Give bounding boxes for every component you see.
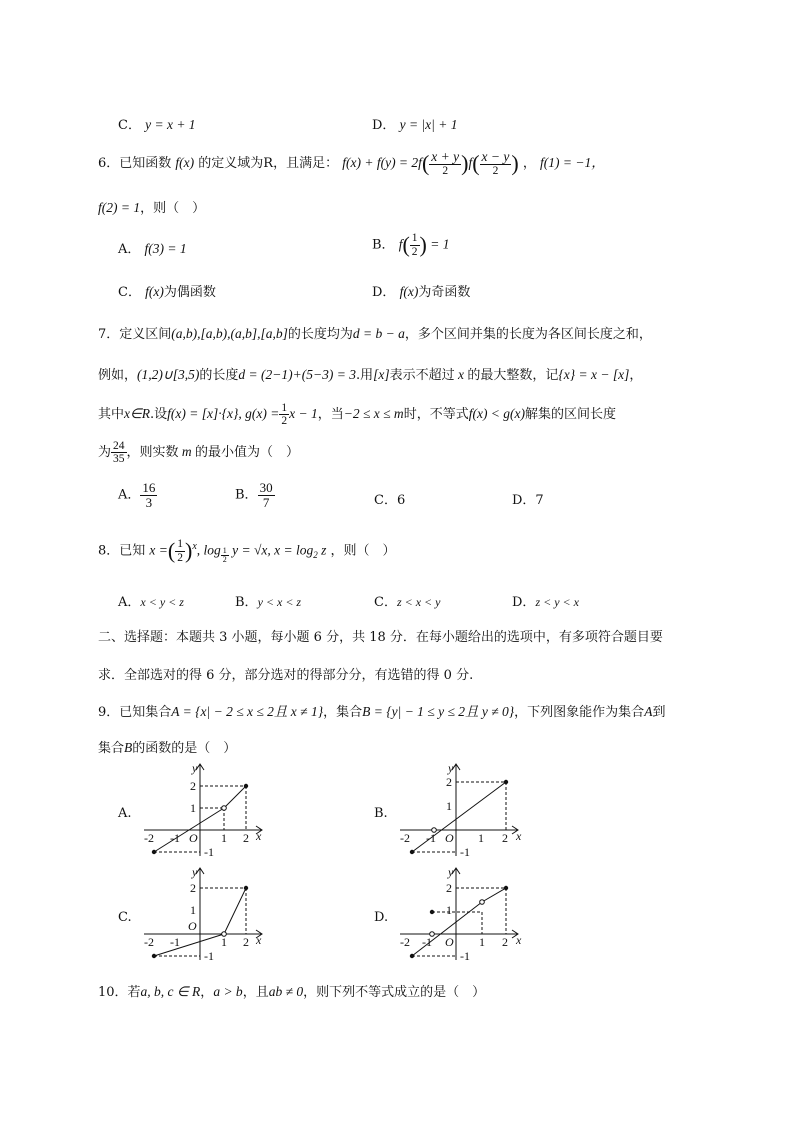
q7-example: 例如， <box>98 368 138 383</box>
q7-text11: 时，不等式 <box>403 407 469 423</box>
q6-option-a-label: A． <box>118 242 141 257</box>
q6-sep: ， <box>522 156 536 172</box>
q7-option-d: D．7 <box>512 493 544 508</box>
q6-option-c: C． f(x)为偶函数 <box>118 284 216 300</box>
q6-stem-line2 <box>98 197 205 216</box>
q7-stem-line3: 其中x∈R.设f(x) = [x]·{x}, g(x) = $\frac{1}{2}$ x − 1，当−2 ≤ x ≤ m时，不等式f(x) < g(x)解集的区间长度 <box>98 402 617 428</box>
q10-a-gt-b: a > b <box>213 984 243 999</box>
q8-stem: 8．已知 x =( $\frac{1}{2}$ )$^x$, log $_{\frac{1}{2}}$ y = √x, $x = \log_2 z$ ，则（ ） <box>98 538 396 565</box>
graph-c-tick-2: 2 <box>243 935 249 949</box>
graph-c-ytick-2: 2 <box>190 881 196 895</box>
graph-a-tick-1: 1 <box>221 831 227 845</box>
q7-ask: 的最小值为（ ） <box>195 445 300 461</box>
graph-a-ytick-1: 1 <box>190 801 196 815</box>
q6-equation: f(x) + f(y) = 2f <box>342 155 422 171</box>
q10-sep1: ， <box>200 985 214 1000</box>
graph-a-tick-2: 2 <box>243 831 249 845</box>
graph-c-x-label: x <box>256 933 262 947</box>
q6-option-b-label: B． <box>372 237 395 253</box>
graph-b-ytick-m1: -1 <box>460 845 470 859</box>
q10-lead: 10．若 <box>98 985 141 1000</box>
q8-option-a-label: A． <box>118 595 141 610</box>
q9-set-a: A = {x| − 2 ≤ x ≤ 2且 x ≠ 1} <box>171 704 324 719</box>
q7-length-frac <box>111 440 127 465</box>
q8-option-d <box>512 591 579 610</box>
q6-option-a-formula: f(3) = 1 <box>144 241 187 256</box>
q6-option-b: B． f( $\frac{1}{2}$ ) = 1 <box>372 232 450 258</box>
graph-a-ytick-m1: -1 <box>204 845 214 859</box>
graph-b-tick-m1: -1 <box>426 831 436 845</box>
q7-text6: 的最大整数，记 <box>467 368 559 383</box>
q7-stem-line4: 为 $\frac{24}{35}$ ，则实数 m 的最小值为（ ） <box>98 440 300 466</box>
section2-instructions-line1: 二、选择题：本题共 3 小题，每小题 6 分，共 18 分．在每小题给出的选项中，有多项符合题目要 <box>98 630 663 645</box>
q6-option-d-label: D． <box>372 285 396 300</box>
q9-stem-line1: 9．已知集合A = {x| − 2 ≤ x ≤ 2且 x ≠ 1}，集合B = {y| − 1 ≤ y ≤ 2且 y ≠ 0}，下列图象能作为集合A到 <box>98 704 666 720</box>
q7-example-length: d = (2−1)+(5−3) = 3 <box>238 367 356 382</box>
q7-stem-line2: 例如，(1,2)∪[3,5)的长度d = (2−1)+(5−3) = 3.用[x]表示不超过 x 的最大整数，记{x} = x − [x]， <box>98 367 643 383</box>
q7-floor: [x] <box>373 367 390 382</box>
graph-b-ytick-2: 2 <box>446 775 452 789</box>
q9-set-b: B = {y| − 1 ≤ y ≤ 2且 y ≠ 0} <box>362 704 515 719</box>
q6-option-a <box>118 238 187 257</box>
q8-option-d-label: D． <box>512 595 536 610</box>
graph-d-ytick-1: 1 <box>446 903 452 917</box>
q7-stem-line1 <box>98 323 652 342</box>
q7-lead: 7．定义区间 <box>98 327 172 342</box>
q7-length-def: d = b − a <box>352 326 405 341</box>
q9-ask: 的函数的是（ ） <box>132 741 237 756</box>
q7-text10: ，当 <box>317 407 344 423</box>
q7-text5: 表示不超过 <box>389 368 455 383</box>
q7-text7: ， <box>629 368 643 383</box>
q6-stem-line1: 6．已知函数 f(x) 的定义域为R，且满足： f(x) + f(y) = 2f( $\frac{x + y}{2}$ )f( $\frac{x - y}{2}$ ) ， f(1) = −1， <box>98 149 605 178</box>
graph-c-ytick-m1: -1 <box>204 949 214 963</box>
q6-frac2: $\frac{x - y}{2}$ <box>481 149 510 178</box>
q6-fx: f(x) <box>175 155 195 171</box>
q8-option-a-formula: x < y < z <box>140 595 184 609</box>
q7-text14: ，则实数 <box>126 445 179 461</box>
q5-option-d <box>372 114 457 133</box>
q7-text12: 解集的区间长度 <box>525 407 617 423</box>
q10-domain: a, b, c ∈ R <box>140 984 201 999</box>
graph-b-tick-m2: -2 <box>400 831 410 845</box>
graph-c-tick-m1: -1 <box>170 935 180 949</box>
q7-x-in-r: x∈R <box>124 406 151 422</box>
q7-text13: 为 <box>98 445 112 461</box>
q7-length-den: 35 <box>113 453 125 466</box>
q7-option-c: C．6 <box>374 493 406 508</box>
q9-text3: 到 <box>652 705 666 720</box>
q5-option-d-label: D． <box>372 118 396 133</box>
q7-range: −2 ≤ x ≤ m <box>343 406 404 422</box>
graph-d-tick-1: 1 <box>479 935 485 949</box>
q5-option-c-label: C． <box>118 118 141 133</box>
q9-text1: ，集合 <box>323 705 363 720</box>
q7-option-a-label: A． <box>118 487 141 503</box>
q9-option-a-label: A. <box>118 806 132 821</box>
q10-ask: ，则下列不等式成立的是（ ） <box>303 985 486 1000</box>
q7-option-a-num: 16 <box>142 480 156 495</box>
graph-c-tick-1: 1 <box>221 935 227 949</box>
graph-b-ytick-1: 1 <box>446 799 452 813</box>
q7-option-b-den: 7 <box>262 494 270 510</box>
q9-graph-c <box>140 864 270 964</box>
graph-c-tick-m2: -2 <box>144 935 154 949</box>
q6-lead: 6．已知函数 <box>98 156 172 172</box>
q7-fg-def: f(x) = [x]·{x}, g(x) = <box>167 406 280 422</box>
q9-option-d-label: D. <box>374 910 389 925</box>
q9-graph-a <box>140 760 270 860</box>
graph-a-tick-m1: -1 <box>170 831 180 845</box>
q7-option-a <box>118 481 157 509</box>
q7-inequality: f(x) < g(x) <box>468 406 526 422</box>
q6-option-d: D． f(x)为奇函数 <box>372 284 471 300</box>
section2-instructions-line2: 求．全部选对的得 6 分，部分选对的得部分分，有选错的得 0 分. <box>98 668 474 683</box>
q6-domain-text: 的定义域为R，且满足： <box>198 156 339 172</box>
q7-text9: .设 <box>150 407 168 423</box>
q6-condition: f(1) = −1， <box>540 155 605 171</box>
graph-a-origin: O <box>189 831 198 845</box>
q5-option-d-formula: y = |x| + 1 <box>399 117 458 132</box>
graph-b-tick-2: 2 <box>502 831 508 845</box>
q7-text1: 的长度均为 <box>287 327 353 342</box>
q7-g-tail: x − 1 <box>289 406 318 422</box>
q8-option-c-label: C． <box>374 595 397 610</box>
q9-option-b-label: B. <box>374 806 388 821</box>
q6-ask: ，则（ ） <box>140 201 206 216</box>
q9-graph-b <box>396 760 526 860</box>
graph-b-x-label: x <box>516 829 522 843</box>
q7-union: (1,2)∪[3,5) <box>137 367 200 382</box>
q8-option-c <box>374 591 440 610</box>
q6-option-c-text: 为偶函数 <box>163 285 216 300</box>
q7-text8: 其中 <box>98 407 125 423</box>
q7-option-a-den: 3 <box>145 494 153 510</box>
q8-option-a <box>118 591 184 610</box>
q7-intervals: (a,b),[a,b),(a,b],[a,b] <box>171 326 288 341</box>
q8-ask: ，则（ ） <box>330 543 396 559</box>
q10-ab-nonzero: ab ≠ 0 <box>268 984 304 999</box>
q6-f2: f(2) = 1 <box>98 200 141 215</box>
graph-d-ytick-2: 2 <box>446 881 452 895</box>
graph-d-origin: O <box>445 935 454 949</box>
q9-lead: 9．已知集合 <box>98 705 172 720</box>
q9-graph-d <box>396 864 526 964</box>
q10-sep2: ，且 <box>242 985 269 1000</box>
q7-option-b <box>235 481 275 509</box>
q6-option-d-text: 为奇函数 <box>418 285 471 300</box>
q7-text4: .用 <box>355 368 374 383</box>
graph-b-origin: O <box>445 831 454 845</box>
graph-d-x-label: x <box>516 933 522 947</box>
graph-d-tick-m2: -2 <box>400 935 410 949</box>
graph-a-tick-m2: -2 <box>144 831 154 845</box>
graph-d-y-label: y <box>448 865 454 879</box>
q5-option-c <box>118 114 196 133</box>
q8-lead: 8．已知 <box>98 543 146 559</box>
q7-length-num: 24 <box>113 440 125 452</box>
graph-c-ytick-1: 1 <box>190 903 196 917</box>
q6-frac1: $\frac{x + y}{2}$ <box>431 149 460 178</box>
q5-option-c-formula: y = x + 1 <box>145 117 196 132</box>
graph-d-tick-m1: -1 <box>422 935 432 949</box>
q9-text4: 集合 <box>98 741 125 756</box>
q9-text2: ，下列图象能作为集合 <box>514 705 645 720</box>
q8-option-b <box>235 591 301 610</box>
graph-a-ytick-2: 2 <box>190 779 196 793</box>
graph-b-tick-1: 1 <box>478 831 484 845</box>
q7-option-b-num: 30 <box>259 480 273 495</box>
graph-b-y-label: y <box>448 761 454 775</box>
q9-option-c-label: C. <box>118 910 132 925</box>
q8-option-d-formula: z < y < x <box>535 595 579 609</box>
q10-stem <box>98 981 485 1000</box>
graph-d-tick-2: 2 <box>502 935 508 949</box>
q8-option-c-formula: z < x < y <box>396 595 441 609</box>
q6-option-c-label: C． <box>118 285 141 300</box>
graph-c-y-label: y <box>192 865 198 879</box>
graph-c-origin: O <box>188 919 197 933</box>
graph-d-ytick-m1: -1 <box>460 949 470 963</box>
q7-text2: ，多个区间并集的长度为各区间长度之和， <box>404 327 652 342</box>
q7-text3: 的长度 <box>199 368 239 383</box>
q7-option-b-label: B． <box>235 487 258 503</box>
graph-a-y-label: y <box>192 761 198 775</box>
q9-stem-line2: 集合B的函数的是（ ） <box>98 740 237 756</box>
graph-a-x-label: x <box>256 829 262 843</box>
q8-option-b-formula: y < x < z <box>257 595 302 609</box>
q8-option-b-label: B． <box>235 595 258 610</box>
q7-frac-part: {x} = x − [x] <box>558 367 630 382</box>
